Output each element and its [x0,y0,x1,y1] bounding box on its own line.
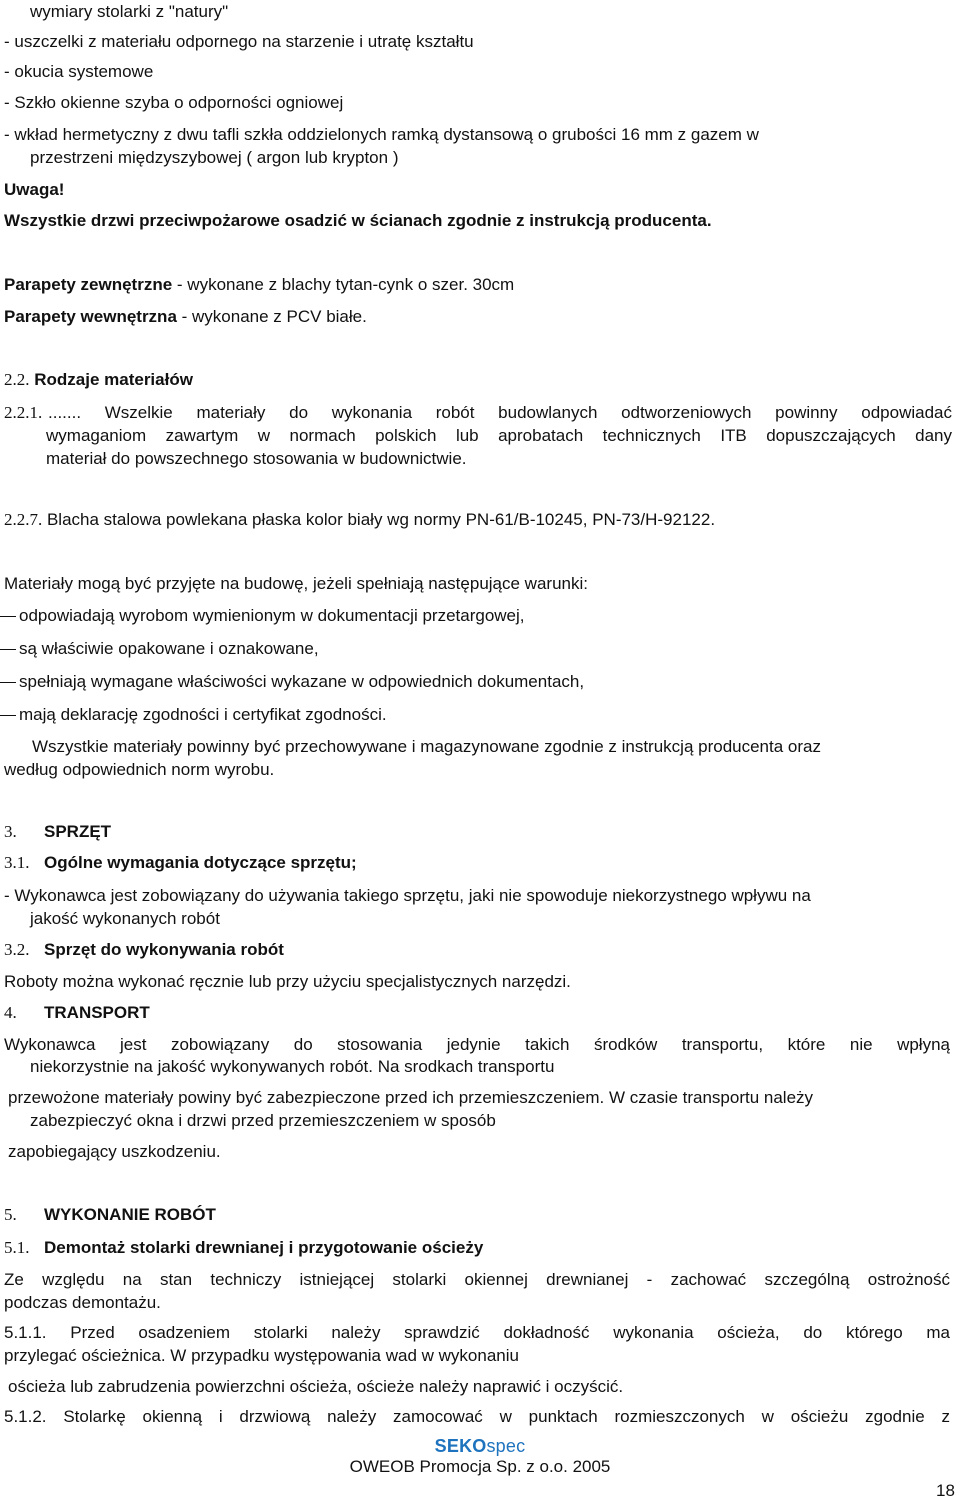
parapety-external-label: Parapety zewnętrzne [4,275,173,294]
section-heading-5-1 [4,1238,483,1258]
list-item-text: odpowiadają wyrobom wymienionym w dokumentacji przetargowej, [19,606,525,625]
paragraph-line: Wykonawca jest zobowiązany do stosowania jedynie takich środków transportu, które nie wpłyną [4,1035,950,1054]
paragraph-line: przylegać ościeżnica. W przypadku występowania wad w wykonaniu [4,1346,519,1365]
section-title: Demontaż stolarki drewnianej i przygotowanie ościeży [44,1238,484,1257]
list-item-text: spełniają wymagane właściwości wykazane w odpowiednich dokumentach, [19,672,585,691]
dash-bullet [0,715,16,716]
list-item [0,705,387,725]
dash-bullet [0,616,16,617]
section-heading-4 [4,1003,150,1023]
section-title: Rodzaje materiałów [34,370,193,389]
materials-intro: Materiały mogą być przyjęte na budowę, jeżeli spełniają następujące warunki: [4,574,588,593]
section-number: 3.2. [4,940,30,959]
paragraph-line: jakość wykonanych robót [30,909,220,928]
paragraph-line: przewożone materiały powiny być zabezpieczone przed ich przemieszczeniem. W czasie transportu należy [8,1088,814,1107]
paragraph-line: niekorzystnie na jakość wykonywanych robót. Na srodkach transportu [30,1057,555,1076]
paragraph-line: Wszystkie materiały powinny być przechowywane i magazynowane zgodnie z instrukcją producenta oraz [32,737,821,756]
section-heading-3 [4,822,111,842]
section-heading-5 [4,1205,216,1225]
text-line: - okucia systemowe [4,62,154,81]
text-line: - wkład hermetyczny z dwu tafli szkła oddzielonych ramką dystansową o grubości 16 mm z gazem w [4,125,759,144]
section-number: 5. [4,1205,17,1224]
section-title: Sprzęt do wykonywania robót [44,940,284,959]
paragraph-line: ....... Wszelkie materiały do wykonania robót budowlanych odtworzeniowych powinny odpowiadać [48,403,952,422]
paragraph-line: zabezpieczyć okna i drzwi przed przemieszczeniem w sposób [30,1111,496,1130]
warning-heading: Uwaga! [4,180,65,199]
footer-logo [0,1436,960,1456]
dash-bullet [0,682,16,683]
paragraph-line: materiał do powszechnego stosowania w budownictwie. [46,449,467,468]
paragraph-line: - Wykonawca jest zobowiązany do używania takiego sprzętu, jaki nie spowoduje niekorzystnego wpływu na [4,886,811,905]
logo-rest: spec [486,1436,526,1456]
section-title: Ogólne wymagania dotyczące sprzętu; [44,853,357,872]
list-item [0,672,584,692]
section-number: 2.2.1. [4,403,43,422]
warning-text: Wszystkie drzwi przeciwpożarowe osadzić w ścianach zgodnie z instrukcją producenta. [4,211,712,230]
parapety-external-text: - wykonane z blachy tytan-cynk o szer. 30cm [172,275,515,294]
paragraph-line: wymaganiom zawartym w normach polskich lub aprobatach technicznych ITB dopuszczających dany [46,426,952,445]
parapety-internal-label: Parapety wewnętrzna [4,307,177,326]
section-number: 3. [4,822,17,841]
section-number: 2.2.7. [4,510,43,529]
logo-bold: SEKO [434,1436,487,1456]
paragraph-line: Ze względu na stan techniczy istniejącej stolarki okiennej drewnianej - zachować szczególną ostrożność [4,1270,950,1289]
text-line: - Szkło okienne szyba o odporności ogniowej [4,93,344,112]
paragraph-line: zapobiegający uszkodzeniu. [8,1142,221,1161]
section-text: Blacha stalowa powlekana płaska kolor biały wg normy PN-61/B-10245, PN-73/H-92122. [42,510,716,529]
text-line: wymiary stolarki z "natury" [30,2,229,21]
section-heading-3-1 [4,853,357,873]
section-title: WYKONANIE ROBÓT [44,1205,216,1224]
section-number: 4. [4,1003,17,1022]
section-number: 2.2. [4,370,30,389]
list-item-text: są właściwie opakowane i oznakowane, [19,639,319,658]
parapety-internal-text: - wykonane z PCV białe. [176,307,367,326]
section-number: 5.1. [4,1238,30,1257]
section-2-2-1-line1 [4,403,42,423]
paragraph-line: 5.1.1. Przed osadzeniem stolarki należy sprawdzić dokładność wykonania ościeża, do którego ma [4,1323,950,1342]
list-item-text: mają deklarację zgodności i certyfikat zgodności. [19,705,387,724]
page-number: 18 [936,1481,955,1500]
paragraph-line: Roboty można wykonać ręcznie lub przy użyciu specjalistycznych narzędzi. [4,972,571,991]
dash-bullet [0,649,16,650]
paragraph-line: 5.1.2. Stolarkę okienną i drzwiową należy zamocować w punktach rozmieszczonych w ościeżu zgodnie z [4,1407,950,1426]
section-number: 3.1. [4,853,30,872]
section-heading-2-2 [4,370,193,390]
text-line: przestrzeni międzyszybowej ( argon lub krypton ) [30,148,399,167]
text-line: - uszczelki z materiału odpornego na starzenie i utratę kształtu [4,32,474,51]
section-title: SPRZĘT [44,822,112,841]
paragraph-line: ościeża lub zabrudzenia powierzchni ościeża, ościeże należy naprawić i oczyścić. [8,1377,624,1396]
footer-organization: OWEOB Promocja Sp. z o.o. 2005 [349,1457,611,1476]
section-heading-3-2 [4,940,284,960]
parapety-external [4,275,514,295]
list-item [0,639,319,659]
paragraph-line: podczas demontażu. [4,1293,161,1312]
section-2-2-7 [4,510,715,530]
paragraph-line: według odpowiednich norm wyrobu. [4,760,275,779]
section-title: TRANSPORT [44,1003,150,1022]
parapety-internal [4,307,367,327]
list-item [0,606,525,626]
